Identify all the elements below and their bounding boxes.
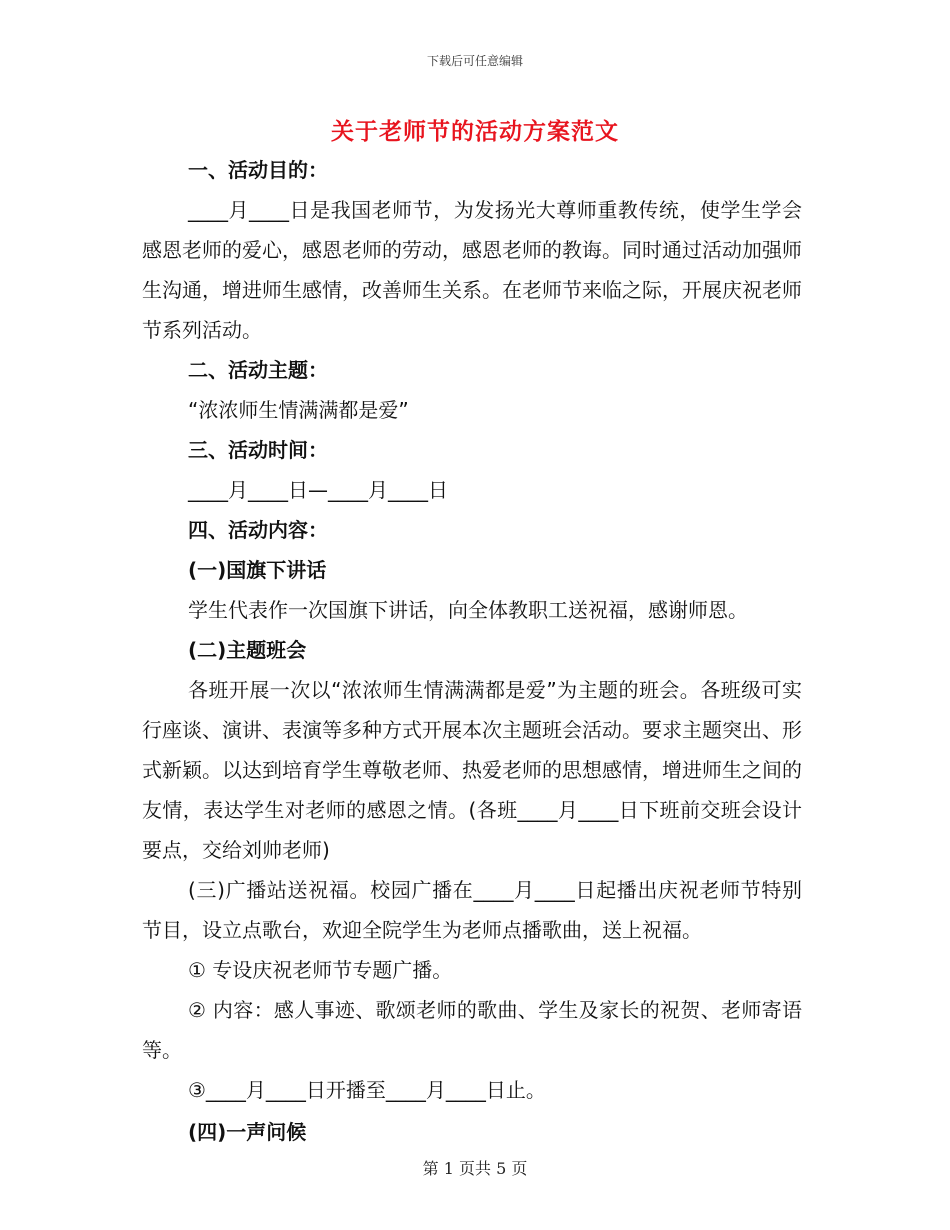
section-body-theme: “浓浓师生情满满都是爱” [188,398,409,422]
subsection-heading-flag-speech: (一)国旗下讲话 [188,558,327,582]
section-body-time: ____月____日—____月____日 [188,478,448,502]
list-item-broadcast-2: ② 内容：感人事迹、歌颂老师的歌曲、学生及家长的祝贺、老师寄语等。 [142,998,802,1062]
document-body [142,150,802,1152]
subsection-body-broadcast: (三)广播站送祝福。校园广播在____月____日起播出庆祝老师节特别节目，设立点歌台，欢迎全院学生为老师点播歌曲，送上祝福。 [142,878,802,942]
section-heading-theme: 二、活动主题： [188,358,328,382]
subsection-body-class-meeting: 各班开展一次以“浓浓师生情满满都是爱”为主题的班会。各班级可实行座谈、演讲、表演等多种方式开展本次主题班会活动。要求主题突出、形式新颖。以达到培育学生尊敬老师、热爱老师的思想感情，增进师生之间的友情，表达学生对老师的感恩之情。(各班____月____日下班前交班会设计要点，交给刘帅老师) [142,678,802,862]
subsection-body-flag-speech: 学生代表作一次国旗下讲话，向全体教职工送祝福，感谢师恩。 [188,598,748,622]
section-heading-content: 四、活动内容： [188,518,328,542]
page-footer: 第 1 页共 5 页 [422,1159,528,1178]
section-body-purpose: ____月____日是我国老师节，为发扬光大尊师重教传统，使学生学会感恩老师的爱心，感恩老师的劳动，感恩老师的教诲。同时通过活动加强师生沟通，增进师生感情，改善师生关系。在老师节来临之际，开展庆祝老师节系列活动。 [142,198,802,342]
section-heading-purpose: 一、活动目的： [188,158,328,182]
document-title: 关于老师节的活动方案范文 [331,118,619,145]
section-heading-time: 三、活动时间： [188,438,328,462]
subsection-heading-class-meeting: (二)主题班会 [188,638,307,662]
list-item-broadcast-1: ① 专设庆祝老师节专题广播。 [188,958,453,982]
page-header-note: 下载后可任意编辑 [426,54,523,68]
subsection-heading-greeting: (四)一声问候 [188,1120,307,1144]
list-item-broadcast-3: ③____月____日开播至____月____日止。 [188,1078,546,1102]
